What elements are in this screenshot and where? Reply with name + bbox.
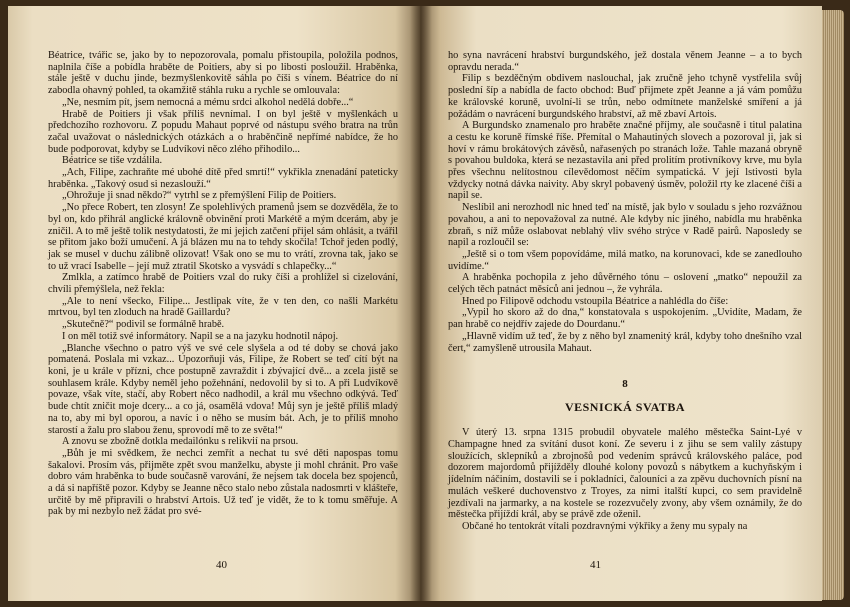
left-page (8, 6, 420, 601)
paragraph: Béatrice se tiše vzdálila. (62, 155, 163, 167)
right-page-text (448, 50, 802, 354)
paragraph: „Vypil ho skoro až do dna,“ konstatovala s uspokojením. „Uvidíte, Madam, že pan hrabě co nejdřív zajede do Dourdanu.“ (448, 307, 802, 331)
paragraph: „Ale to není všecko, Filipe... Jestlipak víte, že v ten den, co našli Markétu mrtvou, byl ten zloduch na hradě Gaillardu? (48, 295, 398, 319)
paragraph: Neslíbil ani nerozhodl nic hned teď na místě, jak bylo v souladu s jeho rozvážnou povahou, a ani to nepovažoval za nutné. Ale kdyby nic jiného, nabídla mu hraběnka zbraň, s níž může oslabovat neblahý vliv svého strýce v Radě pairů. Naposledy se napil a rozloučil se: (448, 202, 802, 249)
left-page-number: 40 (216, 559, 227, 571)
paragraph: „Blanche všechno o patro výš ve své cele slyšela a od té doby se chová jako pomatená. Poslala mi vzkaz... Upozorňuji vás, Filipe, že Robert se teď cítí být na koni, je u krále v přízni, chce postupně zavraždit i zbývající dvě... a zcela jistě se souhlasem krále. Kdyby neměl jeho požehnání, nedovolil by si to. A při Ludvíkově povaze, však víte, stačí, aby Robert něco nadhodil, a král mu všechno odkývá. Teď bude chtít zničit moje dcery... a co já, osamělá vdova! Můj syn je ještě příliš mladý na to, aby mi byl oporou, a navíc i o něho se musím bát. Ach, je to příliš mnoho starostí a žalu pro slabou ženu, sprovodí mě to ze světa!“ (48, 342, 398, 436)
paragraph: „Ne, nesmím pít, jsem nemocná a mému srdci alkohol nedělá dobře...“ (62, 96, 354, 108)
right-page (420, 6, 822, 601)
paragraph: „Ohrožuje ji snad někdo?“ vytrhl se z přemýšlení Filip de Poitiers. (62, 190, 337, 202)
paragraph: A znovu se zbožně dotkla medailónku s relikvií na prsou. (62, 436, 299, 448)
paragraph: I on měl totiž své informátory. Napil se a na jazyku hodnotil nápoj. (62, 330, 339, 342)
paragraph: V úterý 13. srpna 1315 probudil obyvatele malého městečka Saint-Lyé v Champagne hned za svítání dusot koní. Ze severu i z jihu se sem valily zástupy sloužících, sklepníků a zbrojnošů pod vedením správců královského paláce, pod dozorem majordomů přijížděly dlouhé kolony povozů s nábytkem a kuchyňským i jídelním náčiním, dostavili se i pokladníci, čalouníci a za zpěvu duchovních písní na mulách veškeré duchovenstvo z Troyes, za nimi italští kupci, co sem pravidelně jezdívali na jarmarky, a na kostele se rozezvučely zvony, aby všem oznámily, že do městečka přijíždí král, aby se právě zde oženil. (448, 427, 802, 521)
paragraph: „Skutečně?“ podivil se formálně hrabě. (62, 319, 225, 331)
paragraph: Občané ho tentokrát vítali pozdravnými výkřiky a ženy mu sypaly na (462, 520, 748, 532)
paragraph: „No přece Robert, ten zlosyn! Ze spolehlivých pramenů jsem se dozvěděla, že to byl on, kdo přihrál anglické královně obvinění proti Markétě a mým dcerám, aby je zničil. A to mě ještě tolik nestydatosti, že mi jejich zatčení přijel sám ohlásit, a tvářil se přitom jako boží umučení. A já blázen mu na to tehdy skočila! Tchoř jeden podlý, jak se musel v duchu zálibně olizovat! Však ono se mu to vrátí, zrovna tak, jako se to už vrací Isabelle – její muž ztratil Skotsko a vysvádí s chlapečky...“ (48, 202, 398, 272)
paragraph: „Hlavně vidím už teď, že by z něho byl znamenitý král, kdyby toho dnešního vzal čert,“ zamyšleně utrousila Mahaut. (448, 330, 802, 354)
paragraph: „Ach, Filipe, zachraňte mé ubohé dítě před smrtí!“ vykřikla znenadání pateticky hraběnka. „Takový osud si nezaslouží.“ (48, 167, 398, 190)
page-edges (822, 10, 844, 600)
chapter-number: 8 (622, 378, 628, 391)
chapter-text (448, 427, 802, 532)
right-page-number: 41 (590, 559, 601, 571)
paragraph: Filip s bezděčným obdivem naslouchal, jak zručně jeho tchyně vystřelila svůj poslední šíp a nabídla de facto obchod: Buď přijmete zpět Jeanne a já vám pomůžu ke královské koruně, uvolní-li se trůn, nebo odmítnete manželské smíření a já požádám o navrácení burgundského hrabství, až mě zbaví Artois. (448, 73, 802, 120)
paragraph: ho syna navrácení hrabství burgundského, jež dostala věnem Jeanne – a to bych opravdu nerada.“ (448, 50, 802, 73)
paragraph: A Burgundsko znamenalo pro hraběte značné příjmy, ale současně i titul palatina a cestu ke koruně římské říše. Přemítal o Mahautiných slovech a pozoroval ji, jak si hoví v rámu brokátových závěsů, nařasených po stranách lože. Tahle mazaná obryně s povahou buldoka, která se nezastavila ani před prolitím protivníkovy krve, mu byla přes všechnu nelítostnou cílevědomost něčím sympatická. V její lstivosti byla vždycky notná dávka naivity. Aby skryl pobavený úsměv, položil rty ke zlacené číši a napil se. (448, 120, 802, 202)
chapter-title: VESNICKÁ SVATBA (564, 400, 686, 415)
paragraph: Zmlkla, a zatímco hrabě de Poitiers vzal do ruky číši a prohlížel si cizelování, chvíli přemýšlela, než řekla: (48, 272, 398, 296)
paragraph: „Ještě si o tom všem popovídáme, milá matko, na korunovaci, kde se zanedlouho uvidíme.“ (448, 248, 802, 272)
paragraph: Hrabě de Poitiers ji však příliš nevnímal. I on byl ještě v myšlenkách u předchozího rozhovoru. Z popudu Mahaut poprvé od nástupu svého bratra na trůn začal uvažovat o následnických otázkách a o hraběnčině nepřímé nabídce, že ho bude podporovat, kdyby se Ludvíkovi něco zlého přihodilo... (48, 108, 398, 155)
paragraph: Hned po Filipově odchodu vstoupila Béatrice a nahlédla do číše: (462, 295, 729, 307)
paragraph: Béatrice, tvářic se, jako by to nepozorovala, pomalu přistoupila, položila podnos, naplnila číše a pobídla hraběte de Poitiers, aby si po libosti posloužil. Hraběnka, stále ještě v duchu jinde, bezmyšlenkovitě sáhla po číši s vínem. Béatrice do ní zabodla ohavný pohled, ta okamžitě stáhla ruku a rychle se omlouvala: (48, 50, 398, 97)
left-page-text (48, 50, 398, 518)
paragraph: A hraběnka pochopila z jeho důvěrného tónu – oslovení „matko“ nepoužil za celých těch patnáct měsíců ani jednou –, že vyhrála. (448, 272, 802, 296)
paragraph: „Bůh je mi svědkem, že nechci zemřít a nechat tu své děti napospas tomu šakalovi. Prosím vás, přijměte zpět svou manželku, abyste ji mohl chránit. Pro vaše dobro vám hraběnka to bude současně varování, že nejsem tak docela bez spojenců, a dá si napříště pozor. Kdyby se Jeanne něco stalo nebo zůstala nadosmrti v klášteře, určitě by mě připravili o hrabství Artois. Už teď je vidět, že to k tomu směřuje. A pak by mi nezbylo než žádat pro své- (48, 447, 398, 518)
